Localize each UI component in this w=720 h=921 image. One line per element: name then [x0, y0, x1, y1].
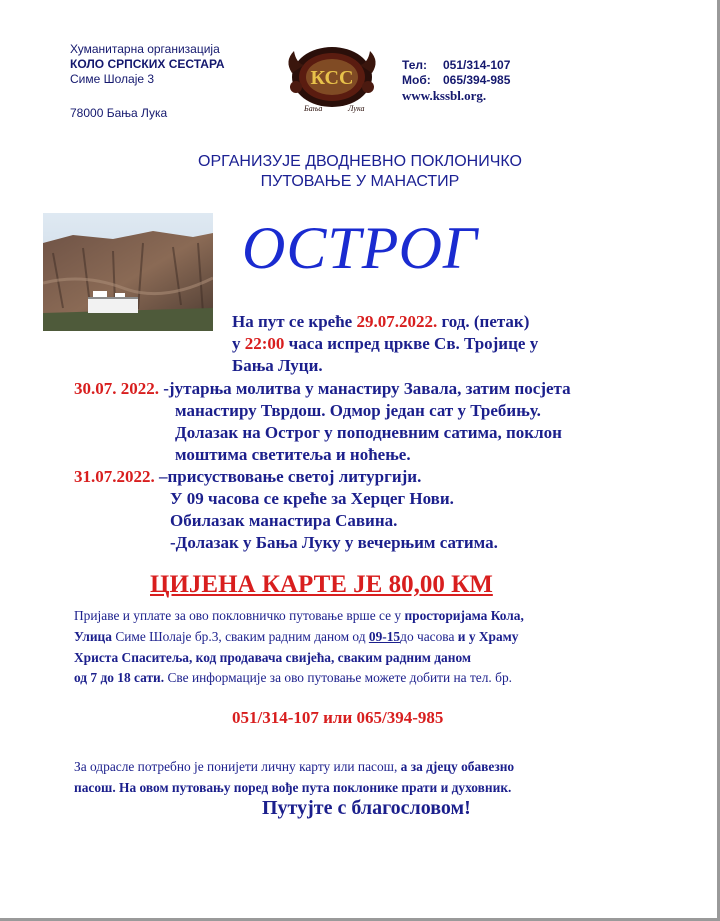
- tel-value: 051/314-107: [443, 58, 511, 72]
- mob-label: Моб:: [402, 73, 431, 87]
- day2-line-3: Обилазак манастира Савина.: [170, 511, 398, 530]
- tel-label: Тел:: [402, 58, 428, 72]
- departure-line-3: Бања Луци.: [232, 356, 323, 375]
- intro-line-2: ПУТОВАЊЕ У МАНАСТИР: [260, 173, 460, 190]
- departure-date: 29.07.2022.: [356, 312, 438, 331]
- departure-time: 22:00: [244, 334, 285, 353]
- contact-phones: 051/314-107 или 065/394-985: [232, 708, 444, 727]
- organization-logo: [278, 43, 390, 115]
- website-link[interactable]: www.kssbl.org.: [402, 88, 487, 103]
- day2-line-4: -Долазак у Бања Луку у вечерњим сатима.: [170, 533, 498, 552]
- blessing-line: Путујте с благословом!: [262, 797, 471, 819]
- org-city: 78000 Бања Лука: [70, 106, 168, 120]
- svg-text:КСС: КСС: [310, 67, 354, 89]
- note-line-1: За одрасле потребно је понијети личну карту или пасош, а за дјецу обавезно: [74, 759, 515, 774]
- mob-value: 065/394-985: [443, 73, 511, 87]
- destination-title: ОСТРОГ: [242, 215, 479, 281]
- intro-line-1: ОРГАНИЗУЈЕ ДВОДНЕВНО ПОКЛОНИЧКО: [198, 153, 522, 170]
- day1-date: 30.07. 2022.: [74, 379, 159, 398]
- monastery-photo: [43, 213, 213, 331]
- day1-line-1: 30.07. 2022. -јутарња молитва у манастиру Завала, затим посјета: [74, 379, 571, 398]
- registration-line-2: Улица Симе Шолаје бр.3, сваким радним даном од 09-15до часова и у Храму: [74, 629, 519, 644]
- svg-text:Лука: Лука: [348, 104, 365, 113]
- day2-date: 31.07.2022.: [74, 467, 155, 486]
- registration-line-3: Христа Спаситеља, код продавача свијећа, сваким радним даном: [74, 650, 472, 665]
- departure-line-1: На пут се креће 29.07.2022. год. (петак): [232, 312, 530, 331]
- day1-line-3: Долазак на Острог у поподневним сатима, поклон: [175, 423, 562, 442]
- day2-line-1: 31.07.2022. –присуствовање светој литургији.: [74, 467, 422, 486]
- day1-line-2: манастиру Тврдош. Одмор један сат у Требињу.: [175, 401, 541, 420]
- note-line-2: пасош. На овом путовању поред вође пута поклонике прати и духовник.: [74, 780, 512, 795]
- registration-line-1: Пријаве и уплате за ово покловничко путовање врше се у просторијама Кола,: [74, 608, 524, 623]
- departure-line-2: у 22:00 часа испред цркве Св. Тројице у: [232, 334, 539, 353]
- svg-text:Бања: Бања: [304, 104, 323, 113]
- day2-line-2: У 09 часова се креће за Херцег Нови.: [170, 489, 454, 508]
- org-title: КОЛО СРПСКИХ СЕСТАРА: [70, 57, 225, 71]
- registration-line-4: од 7 до 18 сати. Све информације за ово путовање можете добити на тел. бр.: [74, 670, 512, 685]
- day1-line-4: моштима светитеља и ноћење.: [175, 445, 411, 464]
- org-address: Симе Шолаје 3: [70, 72, 155, 86]
- org-name-line: Хуманитарна организација: [70, 42, 220, 56]
- price-heading: ЦИЈЕНА КАРТЕ ЈЕ 80,00 КМ: [150, 571, 493, 598]
